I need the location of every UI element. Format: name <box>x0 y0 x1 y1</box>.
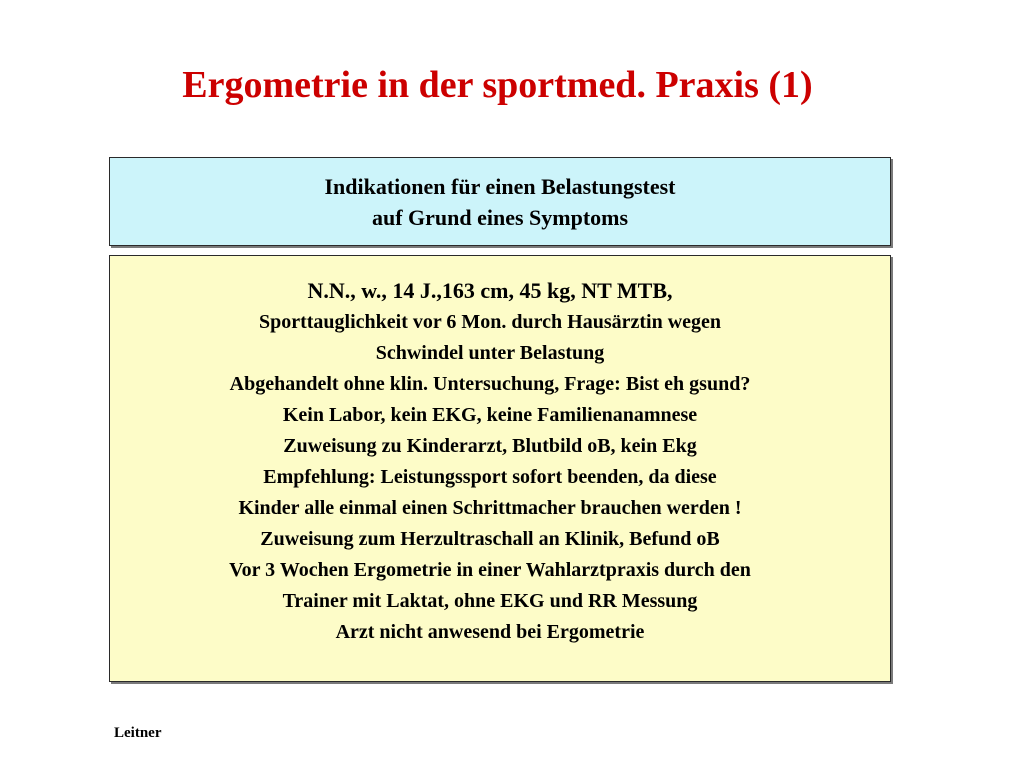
case-line: Zuweisung zum Herzultraschall an Klinik, Befund oB <box>260 528 720 550</box>
case-line: Kinder alle einmal einen Schrittmacher brauchen werden ! <box>238 497 742 519</box>
indication-header-line-2: auf Grund eines Symptoms <box>371 204 629 230</box>
case-line: Empfehlung: Leistungssport sofort beenden, da diese <box>263 466 717 488</box>
case-description-box <box>109 255 891 682</box>
case-line: Arzt nicht anwesend bei Ergometrie <box>335 621 645 643</box>
case-line: Vor 3 Wochen Ergometrie in einer Wahlarztpraxis durch den <box>229 559 751 581</box>
slide-title: Ergometrie in der sportmed. Praxis (1) <box>182 64 813 106</box>
indication-header-box <box>109 157 891 246</box>
case-line: Kein Labor, kein EKG, keine Familienanamnese <box>282 404 698 426</box>
case-line: Zuweisung zu Kinderarzt, Blutbild oB, kein Ekg <box>283 435 697 457</box>
case-line: Sporttauglichkeit vor 6 Mon. durch Hausärztin wegen <box>258 311 722 333</box>
indication-header-line-1: Indikationen für einen Belastungstest <box>324 173 676 199</box>
case-line: Abgehandelt ohne klin. Untersuchung, Frage: Bist eh gsund? <box>229 373 751 395</box>
case-line: Schwindel unter Belastung <box>375 342 605 364</box>
footer-author: Leitner <box>114 725 162 741</box>
case-line: Trainer mit Laktat, ohne EKG und RR Messung <box>282 590 698 612</box>
case-line: N.N., w., 14 J.,163 cm, 45 kg, NT MTB, <box>307 278 673 303</box>
case-description-text <box>110 274 870 648</box>
